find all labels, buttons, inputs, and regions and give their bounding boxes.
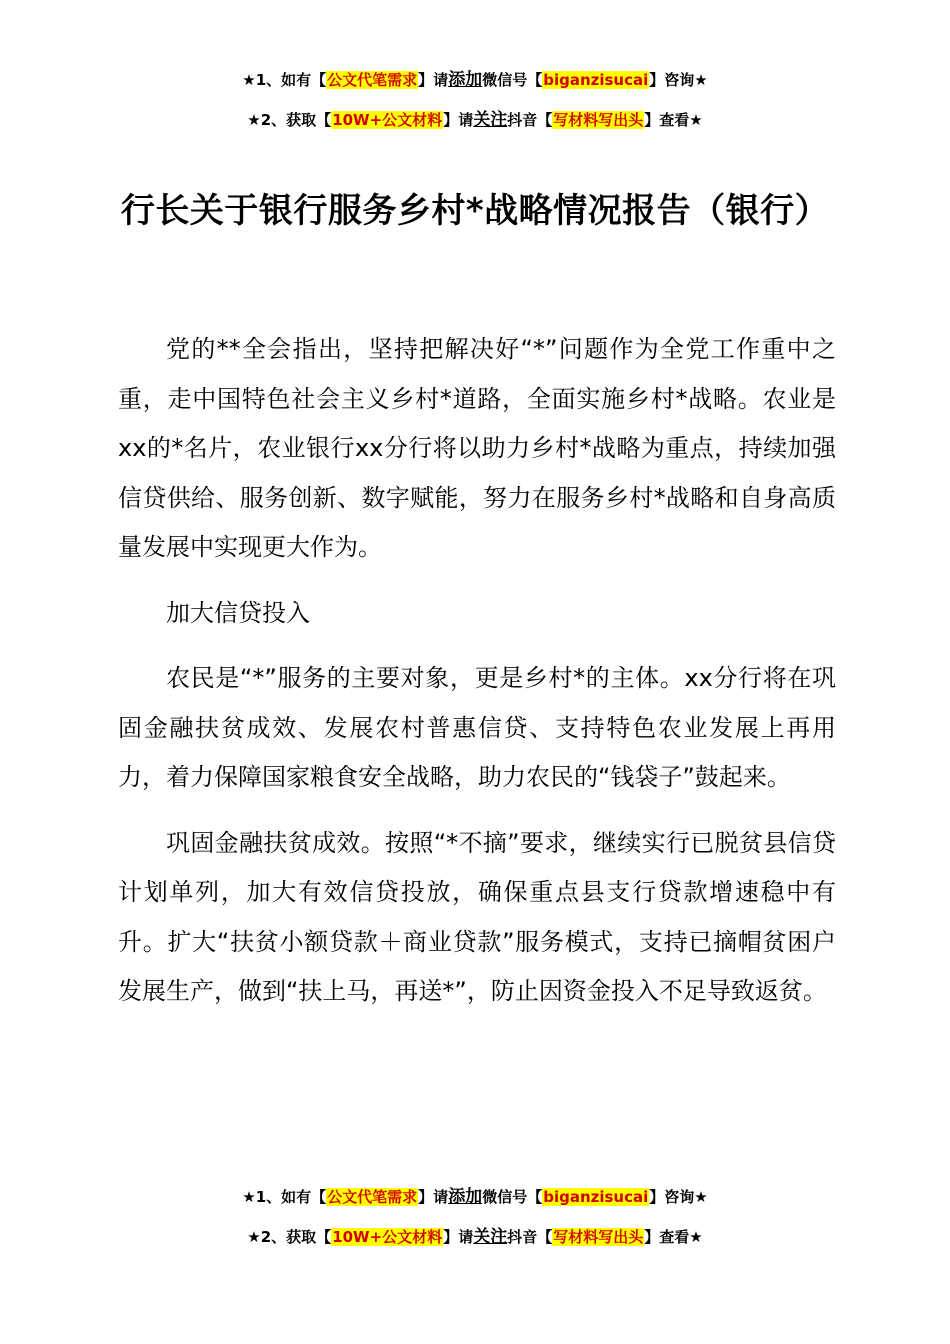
banner-text: 】请: [443, 111, 474, 129]
banner-text: ★2、获取【: [247, 111, 332, 129]
emphasis-follow: 关注: [473, 110, 508, 130]
highlight-wechat-id: biganzisucai: [543, 71, 649, 89]
banner-text: 微信号【: [482, 1188, 543, 1206]
highlight-wechat-id: biganzisucai: [543, 1188, 649, 1206]
section-heading: 加大信贷投入: [166, 598, 310, 627]
document-body: [118, 325, 836, 1033]
banner-text: 】咨询★: [649, 71, 708, 89]
header-banner: [0, 68, 950, 132]
paragraph-farmers: 农民是“*”服务的主要对象，更是乡村*的主体。xx分行将在巩固金融扶贫成效、发展农村普惠信贷、支持特色农业发展上再用力，着力保障国家粮食安全战略，助力农民的“钱袋子”鼓起来。: [118, 664, 836, 791]
emphasis-add: 添加: [448, 70, 483, 90]
banner-line-materials: [0, 1225, 950, 1249]
paragraph-intro: 党的**全会指出，坚持把解决好“*”问题作为全党工作重中之重，走中国特色社会主义乡村*道路，全面实施乡村*战略。农业是xx的*名片，农业银行xx分行将以助力乡村*战略为重点，持续加强信贷供给、服务创新、数字赋能，努力在服务乡村*战略和自身高质量发展中实现更大作为。: [118, 335, 836, 561]
footer-banner: [0, 1185, 950, 1249]
banner-line-materials: [0, 108, 950, 132]
highlight-service: 公文代笔需求: [327, 71, 418, 89]
banner-text: 微信号【: [482, 71, 543, 89]
banner-text: 】查看★: [644, 1228, 703, 1246]
banner-text: 】请: [418, 1188, 449, 1206]
banner-text: ★1、如有【: [242, 1188, 327, 1206]
banner-text: 抖音【: [507, 1228, 553, 1246]
banner-line-service: [0, 68, 950, 92]
highlight-service: 公文代笔需求: [327, 1188, 418, 1206]
highlight-douyin-id: 写材料写出头: [553, 111, 644, 129]
paragraph-poverty: 巩固金融扶贫成效。按照“*不摘”要求，继续实行已脱贫县信贷计划单列，加大有效信贷投放，确保重点县支行贷款增速稳中有升。扩大“扶贫小额贷款＋商业贷款”服务模式，支持已摘帽贫困户发展生产，做到“扶上马，再送*”，防止因资金投入不足导致返贫。: [118, 828, 836, 1005]
banner-text: 】请: [418, 71, 449, 89]
emphasis-add: 添加: [448, 1187, 483, 1207]
highlight-douyin-id: 写材料写出头: [553, 1228, 644, 1246]
banner-line-service: [0, 1185, 950, 1209]
banner-text: 】请: [443, 1228, 474, 1246]
document-title: 行长关于银行服务乡村*战略情况报告（银行）: [120, 191, 830, 231]
banner-text: ★2、获取【: [247, 1228, 332, 1246]
highlight-materials: 10W+公文材料: [332, 1228, 443, 1246]
highlight-materials: 10W+公文材料: [332, 111, 443, 129]
banner-text: 抖音【: [507, 111, 553, 129]
banner-text: 】咨询★: [649, 1188, 708, 1206]
banner-text: ★1、如有【: [242, 71, 327, 89]
emphasis-follow: 关注: [473, 1227, 508, 1247]
banner-text: 】查看★: [644, 111, 703, 129]
